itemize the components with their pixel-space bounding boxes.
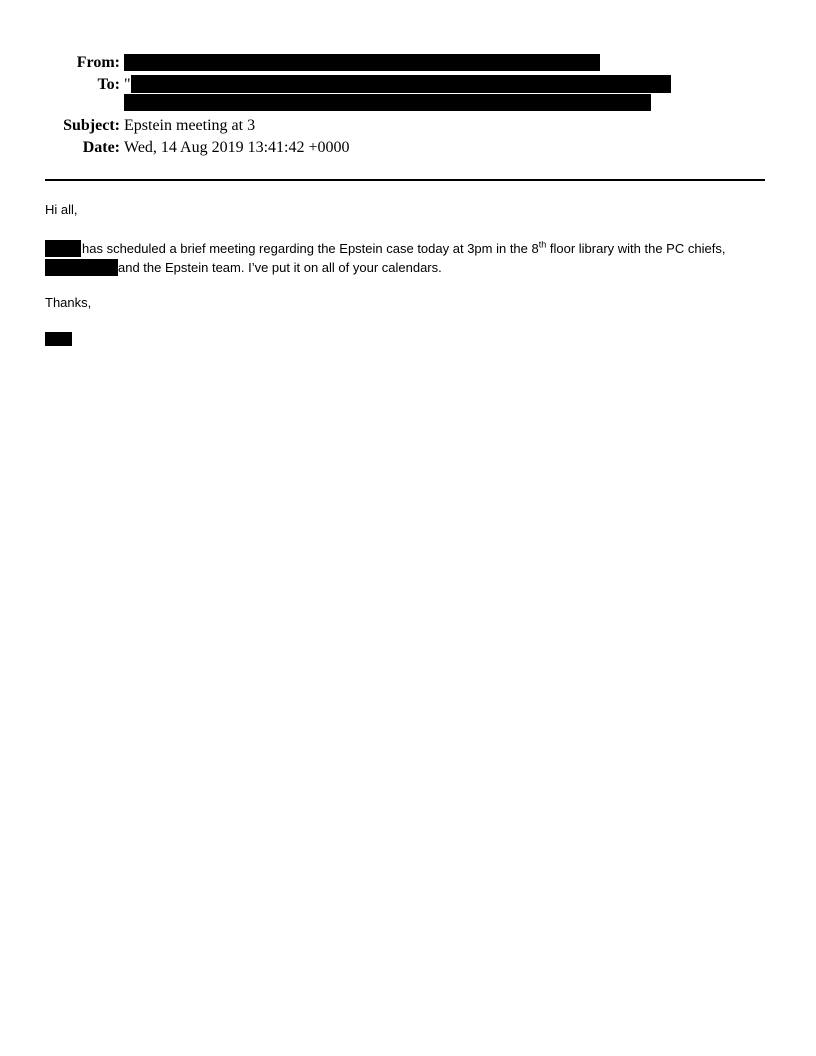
to-redaction-line2 — [124, 94, 651, 111]
to-redaction-line1 — [131, 75, 671, 93]
message-line-1-superscript: th — [538, 239, 547, 250]
subject-value: Epstein meeting at 3 — [124, 117, 256, 134]
date-value: Wed, 14 Aug 2019 13:41:42 +0000 — [124, 139, 350, 156]
to-value-prefix: " — [124, 76, 131, 93]
message-line-1-main: has scheduled a brief meeting regarding the Epstein case today at 3pm in the 8 — [82, 241, 539, 256]
message-line-2: and the Epstein team. I’ve put it on all of your calendars. — [118, 260, 442, 275]
greeting: Hi all, — [45, 202, 78, 217]
subject-label: Subject: — [63, 117, 120, 134]
date-label: Date: — [82, 139, 120, 156]
signature-redaction — [45, 332, 72, 346]
message-line-1-tail: floor library with the PC chiefs, — [546, 241, 726, 256]
from-label: From: — [76, 54, 120, 71]
sender-name-redaction — [45, 240, 81, 257]
to-label: To: — [97, 76, 120, 93]
from-redaction — [124, 54, 600, 71]
message-line-1 — [82, 241, 725, 257]
header-divider — [45, 179, 765, 181]
closing: Thanks, — [45, 295, 92, 310]
attendee-redaction — [45, 259, 118, 276]
